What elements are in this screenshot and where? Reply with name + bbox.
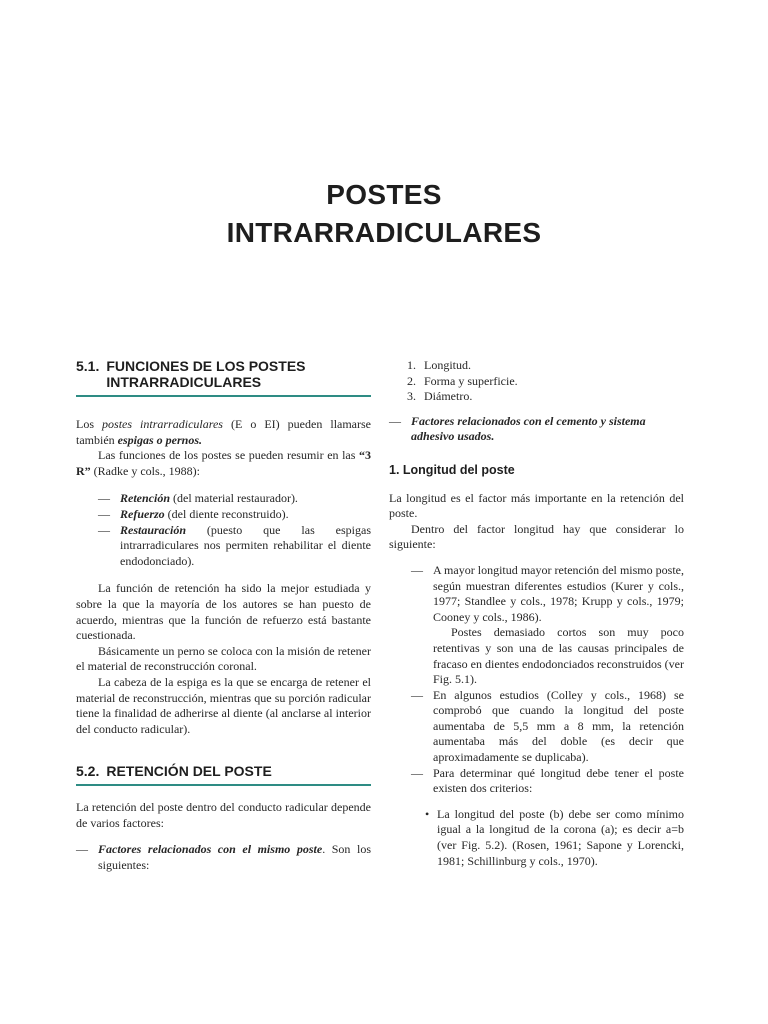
section-rule — [76, 784, 371, 786]
page-title — [0, 176, 768, 252]
list-item: 3. Diámetro. — [407, 389, 473, 404]
paragraph: La retención del poste dentro del conducto radicular depende de varios factores: — [76, 800, 371, 830]
section-heading-5-1 — [76, 358, 371, 390]
list-item: — Restauración (puesto que las espigas intrarradiculares nos permiten rehabilitar el diente endodonciado). — [98, 522, 371, 568]
list-item: — Refuerzo (del diente reconstruido). — [98, 506, 289, 521]
page-title-line1: POSTES — [326, 179, 442, 210]
section-heading-5-2 — [76, 763, 371, 779]
list-item: 2. Forma y superficie. — [407, 373, 518, 388]
list-item: — Para determinar qué longitud debe tener el poste existen dos criterios: — [411, 765, 684, 796]
list-item: • La longitud del poste (b) debe ser como mínimo igual a la longitud de la corona (a); es decir a=b (ver Fig. 5.2). (Rosen, 1961; Sapone y Lorencki, 1981; Schillinburg y cols., 1970). — [425, 806, 684, 868]
section-number: 5.2. — [76, 763, 100, 780]
paragraph: La cabeza de la espiga es la que se encarga de retener el material de reconstrucción, mientras que su porción radicular tiene la finalidad de adherirse al diente (al anclarse al interior del conducto radicular). — [76, 674, 371, 736]
list-item: — Factores relacionados con el cemento y sistema adhesivo usados. — [389, 413, 646, 444]
paragraph: Dentro del factor longitud hay que considerar lo siguiente: — [389, 521, 684, 552]
list-item: 1. Longitud. — [407, 358, 471, 372]
subsection-heading: 1. Longitud del poste — [389, 462, 515, 477]
paragraph: Los postes intrarradiculares (E o EI) pueden llamarse también espigas o pernos. — [76, 417, 372, 447]
page-title-line2: INTRARRADICULARES — [226, 217, 542, 248]
section-rule — [76, 395, 371, 397]
paragraph: Postes demasiado cortos son muy poco retentivas y son una de las causas principales de fracaso en dientes endodonciados reconstruidos (ver Fig. 5.1). — [433, 625, 684, 687]
list-item: — En algunos estudios (Colley y cols., 1968) se comprobó que cuando la longitud del poste aumentaba de 5,5 mm a 8 mm, la retención aumentaba más del doble (es decir que aproximadamente se duplicaba). — [411, 687, 684, 765]
section-number: 5.1. — [76, 358, 100, 374]
list-item: — Factores relacionados con el mismo poste. Son los siguientes: — [76, 842, 372, 873]
section-heading-line1: FUNCIONES DE LOS POSTES — [106, 358, 306, 374]
paragraph: La longitud es el factor más importante en la retención del poste. — [389, 490, 684, 521]
left-column — [76, 358, 371, 874]
right-column — [389, 358, 684, 869]
criteria-list — [389, 563, 684, 869]
paragraph: La función de retención ha sido la mejor estudiada y sobre la que la mayoría de los autores se han puesto de acuerdo, mientras que la función de refuerzo está bastante cuestionada. — [76, 581, 371, 643]
paragraph: Las funciones de los postes se pueden resumir en las “3 R” (Radke y cols., 1988): — [76, 448, 371, 478]
list-item: — Retención (del material restaurador). — [98, 491, 298, 506]
paragraph: Básicamente un perno se coloca con la misión de retener el material de reconstrucción coronal. — [76, 643, 371, 674]
functions-list — [76, 491, 371, 569]
numbered-list — [389, 358, 684, 405]
section-heading: RETENCIÓN DEL POSTE — [106, 763, 272, 780]
list-item: — A mayor longitud mayor retención del mismo poste, según muestran diferentes estudios (Kurer y cols., 1977; Standlee y cols., 1978; Krupp y cols., 1979; Cooney y cols., 1986). — [411, 562, 684, 624]
section-heading-line2: INTRARRADICULARES — [106, 374, 262, 390]
